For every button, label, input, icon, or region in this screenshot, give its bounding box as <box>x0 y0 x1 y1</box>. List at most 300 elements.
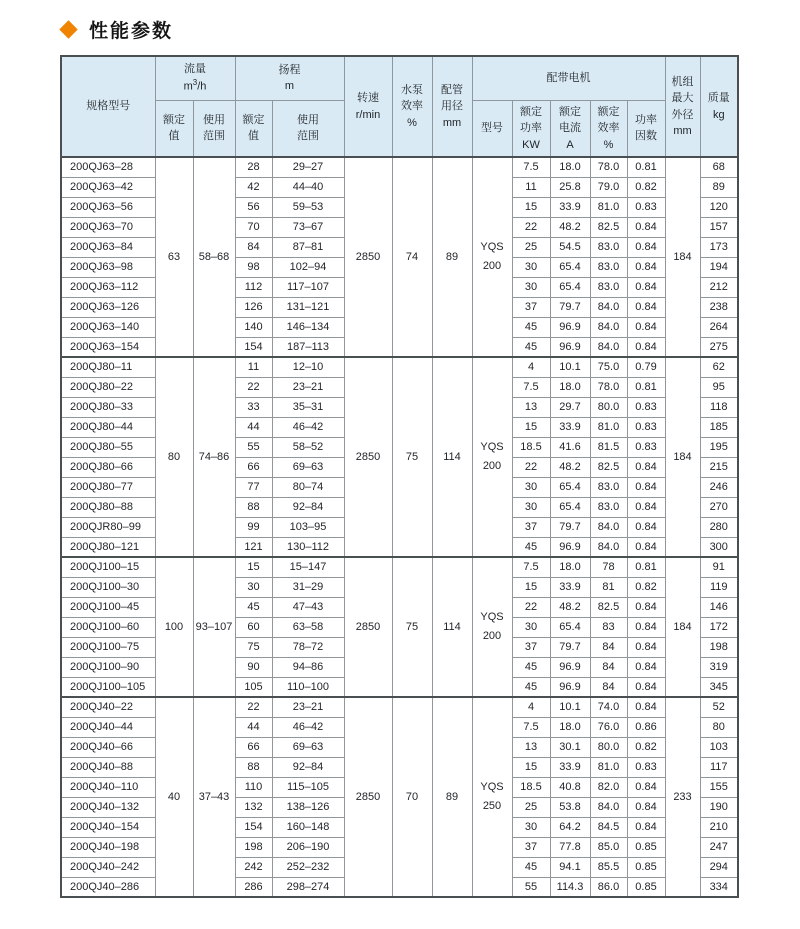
motor-efficiency-cell: 82.5 <box>590 217 627 237</box>
power-factor-cell: 0.84 <box>627 617 665 637</box>
section-title-row <box>0 0 800 55</box>
motor-current-cell: 96.9 <box>550 677 590 697</box>
header-label: 扬程 <box>278 63 301 76</box>
motor-power-cell: 4 <box>512 697 550 717</box>
model-group-1 <box>61 157 738 357</box>
power-factor-cell: 0.82 <box>627 737 665 757</box>
power-factor-cell: 0.84 <box>627 217 665 237</box>
head-range-cell: 69–63 <box>272 457 344 477</box>
table-row <box>61 157 738 177</box>
head-rated-cell: 112 <box>235 277 272 297</box>
motor-current-cell: 96.9 <box>550 337 590 357</box>
head-range-cell: 117–107 <box>272 277 344 297</box>
head-rated-cell: 44 <box>235 717 272 737</box>
spec-model-cell: 200QJ63–70 <box>61 217 155 237</box>
motor-current-cell: 29.7 <box>550 397 590 417</box>
motor-efficiency-cell: 84 <box>590 677 627 697</box>
head-range-cell: 80–74 <box>272 477 344 497</box>
header-label: 外径 <box>671 108 694 121</box>
header-label: 效率 <box>597 122 620 134</box>
power-factor-cell: 0.84 <box>627 537 665 557</box>
header-label: m <box>284 80 295 93</box>
head-rated-cell: 88 <box>235 757 272 777</box>
motor-efficiency-cell: 82.5 <box>590 597 627 617</box>
motor-power-cell: 18.5 <box>512 437 550 457</box>
head-range-cell: 138–126 <box>272 797 344 817</box>
motor-efficiency-cell: 78.0 <box>590 377 627 397</box>
head-range-cell: 110–100 <box>272 677 344 697</box>
table-row <box>61 357 738 377</box>
spec-model-cell: 200QJ80–33 <box>61 397 155 417</box>
spec-model-cell: 200QJ80–66 <box>61 457 155 477</box>
weight-cell: 91 <box>700 557 738 577</box>
speed-cell: 2850 <box>344 157 392 357</box>
head-rated-cell: 15 <box>235 557 272 577</box>
motor-efficiency-cell: 84.0 <box>590 337 627 357</box>
flow-rated-cell: 40 <box>155 697 193 897</box>
power-factor-cell: 0.84 <box>627 697 665 717</box>
header-flow-unit: $m^3/h$ <box>183 78 207 94</box>
motor-power-cell: 4 <box>512 357 550 377</box>
header-label: 水泵 <box>401 83 423 96</box>
motor-power-cell: 30 <box>512 817 550 837</box>
header-motor-current <box>550 100 590 157</box>
head-rated-cell: 22 <box>235 377 272 397</box>
header-label: 功率 <box>520 122 542 134</box>
motor-efficiency-cell: 84.0 <box>590 517 627 537</box>
motor-current-cell: 65.4 <box>550 477 590 497</box>
flow-range-cell: 74–86 <box>193 357 235 557</box>
header-label: 值 <box>168 130 180 143</box>
head-rated-cell: 121 <box>235 537 272 557</box>
header-label: % <box>603 138 614 151</box>
motor-efficiency-cell: 83.0 <box>590 277 627 297</box>
motor-current-cell: 40.8 <box>550 777 590 797</box>
head-rated-cell: 105 <box>235 677 272 697</box>
header-label: 最大 <box>671 92 694 104</box>
motor-power-cell: 37 <box>512 837 550 857</box>
motor-current-cell: 53.8 <box>550 797 590 817</box>
flow-range-cell: 58–68 <box>193 157 235 357</box>
motor-power-cell: 45 <box>512 337 550 357</box>
header-head-range <box>272 100 344 157</box>
weight-cell: 172 <box>700 617 738 637</box>
diamond-bullet-icon <box>59 20 77 38</box>
motor-power-cell: 22 <box>512 597 550 617</box>
header-label: 规格型号 <box>86 100 131 113</box>
weight-cell: 190 <box>700 797 738 817</box>
head-range-cell: 92–84 <box>272 757 344 777</box>
motor-current-cell: 77.8 <box>550 837 590 857</box>
motor-current-cell: 65.4 <box>550 497 590 517</box>
spec-model-cell: 200QJ63–42 <box>61 177 155 197</box>
weight-cell: 95 <box>700 377 738 397</box>
weight-cell: 275 <box>700 337 738 357</box>
head-rated-cell: 55 <box>235 437 272 457</box>
header-label: 使用 <box>297 113 319 126</box>
motor-power-cell: 45 <box>512 537 550 557</box>
head-range-cell: 92–84 <box>272 497 344 517</box>
weight-cell: 215 <box>700 457 738 477</box>
header-label: % <box>407 116 417 129</box>
weight-cell: 80 <box>700 717 738 737</box>
power-factor-cell: 0.86 <box>627 717 665 737</box>
pipe-diameter-cell: 89 <box>432 157 472 357</box>
head-rated-cell: 77 <box>235 477 272 497</box>
head-rated-cell: 44 <box>235 417 272 437</box>
header-motor-group <box>472 56 665 100</box>
motor-efficiency-cell: 85.5 <box>590 857 627 877</box>
motor-power-cell: 7.5 <box>512 717 550 737</box>
spec-table <box>60 55 739 898</box>
motor-power-cell: 25 <box>512 797 550 817</box>
header-head <box>235 56 344 100</box>
motor-efficiency-cell: 80.0 <box>590 737 627 757</box>
power-factor-cell: 0.85 <box>627 857 665 877</box>
max-od-cell: 184 <box>665 557 700 697</box>
weight-cell: 212 <box>700 277 738 297</box>
head-rated-cell: 11 <box>235 357 272 377</box>
motor-model-line: 200 <box>482 460 502 472</box>
head-range-cell: 87–81 <box>272 237 344 257</box>
power-factor-cell: 0.81 <box>627 157 665 177</box>
head-rated-cell: 42 <box>235 177 272 197</box>
spec-model-cell: 200QJ80–77 <box>61 477 155 497</box>
motor-efficiency-cell: 84 <box>590 657 627 677</box>
head-range-cell: 63–58 <box>272 617 344 637</box>
head-range-cell: 44–40 <box>272 177 344 197</box>
head-rated-cell: 28 <box>235 157 272 177</box>
spec-model-cell: 200QJ63–56 <box>61 197 155 217</box>
motor-model-line: 200 <box>482 260 502 272</box>
header-label: 用径 <box>441 100 463 113</box>
weight-cell: 118 <box>700 397 738 417</box>
motor-efficiency-cell: 79.0 <box>590 177 627 197</box>
weight-cell: 103 <box>700 737 738 757</box>
header-label: 配带电机 <box>546 72 591 84</box>
motor-power-cell: 25 <box>512 237 550 257</box>
pump-efficiency-cell: 75 <box>392 357 432 557</box>
head-range-cell: 73–67 <box>272 217 344 237</box>
header-flow <box>155 56 235 100</box>
motor-power-cell: 30 <box>512 497 550 517</box>
head-rated-cell: 154 <box>235 337 272 357</box>
motor-efficiency-cell: 83 <box>590 617 627 637</box>
head-range-cell: 15–147 <box>272 557 344 577</box>
header-pipe-diameter <box>432 56 472 157</box>
power-factor-cell: 0.84 <box>627 277 665 297</box>
motor-power-cell: 22 <box>512 457 550 477</box>
pipe-diameter-cell: 89 <box>432 697 472 897</box>
head-rated-cell: 110 <box>235 777 272 797</box>
motor-efficiency-cell: 82.0 <box>590 777 627 797</box>
head-range-cell: 298–274 <box>272 877 344 897</box>
speed-cell: 2850 <box>344 357 392 557</box>
header-label: 额定 <box>559 105 581 118</box>
motor-current-cell: 18.0 <box>550 717 590 737</box>
power-factor-cell: 0.84 <box>627 777 665 797</box>
page-title: 性能参数 <box>89 21 174 42</box>
motor-efficiency-cell: 83.0 <box>590 477 627 497</box>
header-label: mm <box>673 125 692 137</box>
power-factor-cell: 0.82 <box>627 577 665 597</box>
head-rated-cell: 56 <box>235 197 272 217</box>
motor-power-cell: 15 <box>512 417 550 437</box>
weight-cell: 117 <box>700 757 738 777</box>
power-factor-cell: 0.84 <box>627 257 665 277</box>
motor-power-cell: 30 <box>512 277 550 297</box>
head-range-cell: 69–63 <box>272 737 344 757</box>
spec-model-cell: 200QJ63–98 <box>61 257 155 277</box>
power-factor-cell: 0.84 <box>627 337 665 357</box>
motor-power-cell: 7.5 <box>512 157 550 177</box>
weight-cell: 194 <box>700 257 738 277</box>
head-range-cell: 29–27 <box>272 157 344 177</box>
power-factor-cell: 0.83 <box>627 417 665 437</box>
header-label: 因数 <box>635 130 657 143</box>
power-factor-cell: 0.84 <box>627 237 665 257</box>
head-range-cell: 46–42 <box>272 717 344 737</box>
motor-current-cell: 41.6 <box>550 437 590 457</box>
weight-cell: 270 <box>700 497 738 517</box>
flow-range-cell: 37–43 <box>193 697 235 897</box>
spec-model-cell: 200QJ100–90 <box>61 657 155 677</box>
head-range-cell: 47–43 <box>272 597 344 617</box>
power-factor-cell: 0.83 <box>627 437 665 457</box>
spec-model-cell: 200QJ80–44 <box>61 417 155 437</box>
motor-power-cell: 15 <box>512 577 550 597</box>
header-pump-efficiency <box>392 56 432 157</box>
power-factor-cell: 0.84 <box>627 317 665 337</box>
motor-current-cell: 79.7 <box>550 297 590 317</box>
header-label: A <box>566 138 574 151</box>
header-label: 值 <box>248 130 259 143</box>
head-range-cell: 59–53 <box>272 197 344 217</box>
spec-model-cell: 200QJ40–198 <box>61 837 155 857</box>
head-rated-cell: 99 <box>235 517 272 537</box>
pipe-diameter-cell: 114 <box>432 357 472 557</box>
weight-cell: 155 <box>700 777 738 797</box>
motor-current-cell: 114.3 <box>550 877 590 897</box>
header-label: 电流 <box>559 122 581 134</box>
head-range-cell: 146–134 <box>272 317 344 337</box>
head-rated-cell: 33 <box>235 397 272 417</box>
power-factor-cell: 0.83 <box>627 397 665 417</box>
head-range-cell: 94–86 <box>272 657 344 677</box>
motor-efficiency-cell: 84.0 <box>590 297 627 317</box>
motor-power-cell: 45 <box>512 317 550 337</box>
motor-efficiency-cell: 83.0 <box>590 237 627 257</box>
power-factor-cell: 0.85 <box>627 877 665 897</box>
head-rated-cell: 84 <box>235 237 272 257</box>
motor-current-cell: 96.9 <box>550 537 590 557</box>
spec-model-cell: 200QJ63–140 <box>61 317 155 337</box>
motor-current-cell: 18.0 <box>550 557 590 577</box>
weight-cell: 280 <box>700 517 738 537</box>
head-range-cell: 102–94 <box>272 257 344 277</box>
motor-current-cell: 10.1 <box>550 357 590 377</box>
spec-model-cell: 200QJR80–99 <box>61 517 155 537</box>
motor-efficiency-cell: 81 <box>590 577 627 597</box>
motor-efficiency-cell: 86.0 <box>590 877 627 897</box>
motor-efficiency-cell: 74.0 <box>590 697 627 717</box>
motor-current-cell: 65.4 <box>550 617 590 637</box>
model-group-3 <box>61 557 738 697</box>
motor-power-cell: 37 <box>512 517 550 537</box>
spec-model-cell: 200QJ80–22 <box>61 377 155 397</box>
head-rated-cell: 154 <box>235 817 272 837</box>
motor-model-line: 200 <box>482 630 502 642</box>
spec-model-cell: 200QJ40–66 <box>61 737 155 757</box>
head-range-cell: 103–95 <box>272 517 344 537</box>
spec-model-cell: 200QJ63–126 <box>61 297 155 317</box>
table-header <box>61 56 738 157</box>
head-range-cell: 23–21 <box>272 697 344 717</box>
weight-cell: 62 <box>700 357 738 377</box>
weight-cell: 300 <box>700 537 738 557</box>
motor-efficiency-cell: 85.0 <box>590 837 627 857</box>
weight-cell: 345 <box>700 677 738 697</box>
pipe-diameter-cell: 114 <box>432 557 472 697</box>
head-rated-cell: 75 <box>235 637 272 657</box>
power-factor-cell: 0.85 <box>627 837 665 857</box>
motor-efficiency-cell: 81.0 <box>590 197 627 217</box>
max-od-cell: 184 <box>665 357 700 557</box>
motor-current-cell: 64.2 <box>550 817 590 837</box>
power-factor-cell: 0.84 <box>627 597 665 617</box>
speed-cell: 2850 <box>344 557 392 697</box>
flow-rated-cell: 80 <box>155 357 193 557</box>
weight-cell: 238 <box>700 297 738 317</box>
head-rated-cell: 30 <box>235 577 272 597</box>
spec-model-cell: 200QJ63–154 <box>61 337 155 357</box>
header-label: 效率 <box>401 100 423 113</box>
header-label: 额定 <box>520 105 542 118</box>
motor-model-cell <box>472 157 512 357</box>
motor-current-cell: 18.0 <box>550 157 590 177</box>
weight-cell: 68 <box>700 157 738 177</box>
spec-model-cell: 200QJ100–45 <box>61 597 155 617</box>
spec-model-cell: 200QJ40–44 <box>61 717 155 737</box>
weight-cell: 210 <box>700 817 738 837</box>
head-range-cell: 31–29 <box>272 577 344 597</box>
motor-power-cell: 22 <box>512 217 550 237</box>
header-label: 配管 <box>441 83 463 96</box>
motor-efficiency-cell: 84 <box>590 637 627 657</box>
motor-power-cell: 7.5 <box>512 377 550 397</box>
header-label: 功率 <box>635 113 657 126</box>
motor-current-cell: 10.1 <box>550 697 590 717</box>
power-factor-cell: 0.84 <box>627 677 665 697</box>
motor-current-cell: 54.5 <box>550 237 590 257</box>
head-rated-cell: 198 <box>235 837 272 857</box>
weight-cell: 195 <box>700 437 738 457</box>
spec-model-cell: 200QJ40–286 <box>61 877 155 897</box>
motor-model-line: YQS <box>480 611 504 624</box>
motor-current-cell: 48.2 <box>550 457 590 477</box>
motor-efficiency-cell: 82.5 <box>590 457 627 477</box>
spec-model-cell: 200QJ40–110 <box>61 777 155 797</box>
spec-model-cell: 200QJ40–154 <box>61 817 155 837</box>
header-label: KW <box>522 138 540 151</box>
head-rated-cell: 286 <box>235 877 272 897</box>
spec-model-cell: 200QJ80–121 <box>61 537 155 557</box>
flow-rated-cell: 100 <box>155 557 193 697</box>
weight-cell: 246 <box>700 477 738 497</box>
head-rated-cell: 132 <box>235 797 272 817</box>
weight-cell: 334 <box>700 877 738 897</box>
motor-current-cell: 48.2 <box>550 597 590 617</box>
head-range-cell: 35–31 <box>272 397 344 417</box>
model-group-4 <box>61 697 738 897</box>
spec-model-cell: 200QJ80–88 <box>61 497 155 517</box>
weight-cell: 52 <box>700 697 738 717</box>
motor-power-cell: 45 <box>512 657 550 677</box>
weight-cell: 89 <box>700 177 738 197</box>
motor-current-cell: 33.9 <box>550 757 590 777</box>
weight-cell: 120 <box>700 197 738 217</box>
motor-model-line: YQS <box>480 441 504 454</box>
motor-model-cell <box>472 697 512 897</box>
head-rated-cell: 60 <box>235 617 272 637</box>
motor-current-cell: 18.0 <box>550 377 590 397</box>
motor-model-line: 250 <box>482 800 502 812</box>
header-head-rated <box>235 100 272 157</box>
motor-current-cell: 65.4 <box>550 277 590 297</box>
motor-power-cell: 45 <box>512 857 550 877</box>
motor-efficiency-cell: 84.0 <box>590 317 627 337</box>
power-factor-cell: 0.84 <box>627 297 665 317</box>
spec-model-cell: 200QJ63–28 <box>61 157 155 177</box>
head-range-cell: 160–148 <box>272 817 344 837</box>
spec-model-cell: 200QJ40–88 <box>61 757 155 777</box>
weight-cell: 294 <box>700 857 738 877</box>
weight-cell: 319 <box>700 657 738 677</box>
head-range-cell: 78–72 <box>272 637 344 657</box>
motor-efficiency-cell: 81.0 <box>590 417 627 437</box>
pump-efficiency-cell: 74 <box>392 157 432 357</box>
motor-model-cell <box>472 357 512 557</box>
spec-model-cell: 200QJ100–105 <box>61 677 155 697</box>
power-factor-cell: 0.84 <box>627 657 665 677</box>
head-rated-cell: 66 <box>235 737 272 757</box>
spec-model-cell: 200QJ63–112 <box>61 277 155 297</box>
power-factor-cell: 0.84 <box>627 457 665 477</box>
head-rated-cell: 45 <box>235 597 272 617</box>
head-rated-cell: 242 <box>235 857 272 877</box>
table-row <box>61 697 738 717</box>
header-label: 范围 <box>297 130 319 143</box>
weight-cell: 157 <box>700 217 738 237</box>
motor-model-line: YQS <box>480 781 504 794</box>
head-rated-cell: 66 <box>235 457 272 477</box>
motor-power-cell: 30 <box>512 257 550 277</box>
spec-model-cell: 200QJ100–30 <box>61 577 155 597</box>
power-factor-cell: 0.84 <box>627 477 665 497</box>
head-rated-cell: 70 <box>235 217 272 237</box>
head-range-cell: 115–105 <box>272 777 344 797</box>
header-label: 额定 <box>597 105 620 118</box>
model-group-2 <box>61 357 738 557</box>
header-speed <box>344 56 392 157</box>
motor-efficiency-cell: 83.0 <box>590 497 627 517</box>
power-factor-cell: 0.82 <box>627 177 665 197</box>
head-range-cell: 130–112 <box>272 537 344 557</box>
spec-model-cell: 200QJ80–55 <box>61 437 155 457</box>
motor-power-cell: 30 <box>512 617 550 637</box>
motor-power-cell: 37 <box>512 637 550 657</box>
header-label: r/min <box>355 108 381 121</box>
